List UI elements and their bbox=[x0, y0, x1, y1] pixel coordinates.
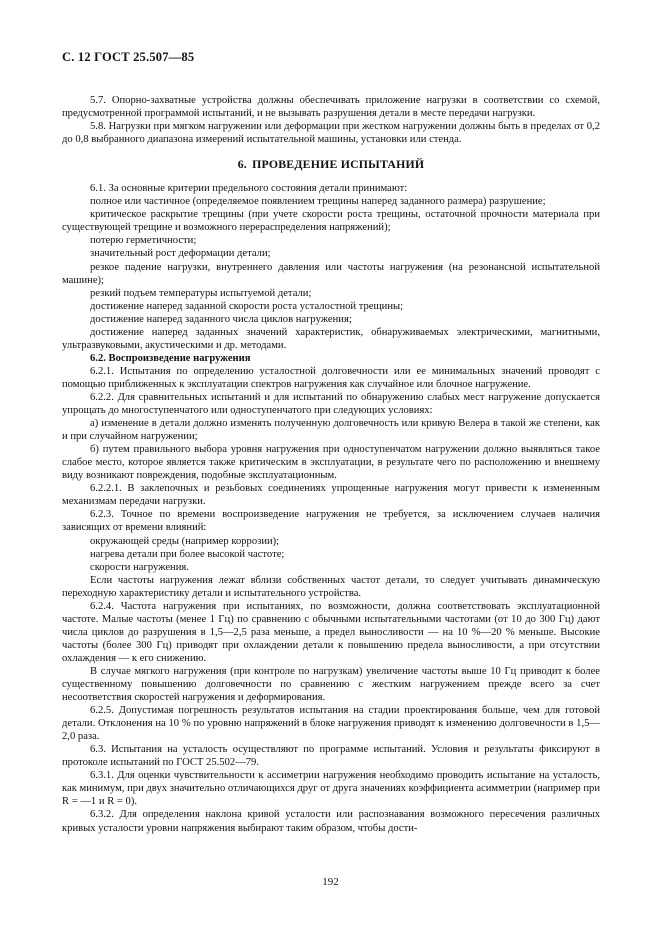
paragraph-6-3-1: 6.3.1. Для оценки чувствительности к ассиметрии нагружения необходимо проводить испытание на усталость, как минимум, при двух значительно отличающихся друг от друга значениях коэффициента асимметрии (например при R = —1 и R = 0). bbox=[62, 770, 600, 808]
section-title-text: ПРОВЕДЕНИЕ ИСПЫТАНИЙ bbox=[252, 157, 425, 172]
page-number: 192 bbox=[322, 876, 339, 888]
paragraph-6-2-2-1: 6.2.2.1. В заклепочных и резьбовых соединениях упрощенные нагружения могут привести к измененным механизмам передачи нагрузки. bbox=[62, 483, 600, 508]
condition-a: а) изменение в детали должно изменять полученную долговечность или кривую Велера в такой же степени, как и при случайном нагружении; bbox=[62, 418, 600, 443]
condition-b: б) путем правильного выбора уровня нагружения при одноступенчатом нагружении должно выявляться такое слабое место, которое является также критическим в эксплуатации, в результате чего по расположению и внешнему виду возникают повреждения, подобные эксплуатационным. bbox=[62, 444, 600, 482]
influence-item: окружающей среды (например коррозии); bbox=[90, 535, 280, 547]
criterion-item: достижение наперед заданных значений характеристик, обнаруживаемых электрическими, магнитными, ультразвуковыми, акустическими и др. методами. bbox=[62, 326, 600, 351]
section-number: 6. bbox=[237, 157, 247, 172]
paragraph-6-2-4: 6.2.4. Частота нагружения при испытаниях, по возможности, должна соответствовать эксплуатационной частоте. Малые частоты (менее 1 Гц) по сравнению с обычными испытательными частотами (от 10 до 300 Гц) дают числа циклов до разрушения в 1,5—2,5 раза меньше, а предел выносливости — на 10 %—20 % меньше. Высокие частоты (более 300 Гц) приводят при охлаждении детали к повышению предела выносливости, а при отсутствии охлаждения — к его снижению. bbox=[62, 600, 600, 664]
influence-item: нагрева детали при более высокой частоте; bbox=[90, 548, 285, 560]
section-heading bbox=[62, 158, 600, 171]
criterion-item: значительный рост деформации детали; bbox=[90, 248, 271, 260]
paragraph-6-2-1: 6.2.1. Испытания по определению усталостной долговечности или ее минимальных значений проводят с помощью приближенных к эксплуатации спектров нагружения как случайное или блочное нагружение. bbox=[62, 365, 600, 390]
paragraph-soft-loading: В случае мягкого нагружения (при контроле по нагрузкам) увеличение частоты выше 10 Гц приводит к более существенному повышению долговечности по сравнению с жестким нагружением прежде всего за счет несоответствия скоростей нагружения и деформирования. bbox=[62, 665, 600, 704]
paragraph-natural-frequencies: Если частоты нагружения лежат вблизи собственных частот детали, то следует учитывать динамическую переходную характеристику детали и испытательного устройства. bbox=[62, 574, 600, 599]
page-header: С. 12 ГОСТ 25.507—85 bbox=[62, 50, 195, 64]
paragraph-6-2-5: 6.2.5. Допустимая погрешность результатов испытания на стадии проектирования больше, чем для готовой детали. Отклонения на 10 % по уровню напряжений в блоке нагружения приводят к изменению долговечности в 1,5—2,0 раза. bbox=[62, 705, 600, 743]
criterion-item: резкое падение нагрузки, внутреннего давления или частоты нагружения (на резонансной испытательной машине); bbox=[62, 261, 600, 286]
criterion-item: потерю герметичности; bbox=[90, 235, 197, 247]
paragraph-6-2-3: 6.2.3. Точное по времени воспроизведение нагружения не требуется, за исключением случаев наличия зависящих от времени влияний: bbox=[62, 509, 600, 534]
paragraph-6-1: 6.1. За основные критерии предельного состояния детали принимают: bbox=[90, 183, 408, 195]
paragraph-5-7: 5.7. Опорно-захватные устройства должны обеспечивать приложение нагрузки в соответствии со схемой, предусмотренной программой испытаний, и не вызывать разрушения детали в месте передачи нагрузки. bbox=[62, 95, 600, 120]
document-body bbox=[62, 94, 600, 835]
influence-item: скорости нагружения. bbox=[90, 561, 189, 573]
paragraph-5-8: 5.8. Нагрузки при мягком нагружении или деформации при жестком нагружении должны быть в пределах от 0,2 до 0,8 выбранного диапазона измерений испытательной машины, установки или стенда. bbox=[62, 121, 600, 146]
criterion-item: достижение наперед заданного числа циклов нагружения; bbox=[90, 313, 352, 325]
criterion-item: достижение наперед заданной скорости роста усталостной трещины; bbox=[90, 300, 404, 312]
paragraph-6-3: 6.3. Испытания на усталость осуществляют по программе испытаний. Условия и результаты фиксируют в протоколе испытаний по ГОСТ 25.502—79. bbox=[62, 744, 600, 769]
criterion-item: полное или частичное (определяемое появлением трещины наперед заданного размера) разрушение; bbox=[90, 196, 546, 208]
paragraph-6-2-2: 6.2.2. Для сравнительных испытаний и для испытаний по обнаружению слабых мест нагружение допускается упрощать до многоступенчатого или одноступенчатого при следующих условиях: bbox=[62, 391, 600, 417]
criterion-item: резкий подъем температуры испытуемой детали; bbox=[90, 287, 312, 299]
criterion-item: критическое раскрытие трещины (при учете скорости роста трещины, остаточной прочности материала при существующей трещине и возможного перераспределения напряжений); bbox=[62, 209, 600, 234]
subsection-heading-6-2: 6.2. Воспроизведение нагружения bbox=[90, 352, 251, 364]
paragraph-6-3-2: 6.3.2. Для определения наклона кривой усталости или распознавания возможного пересечения различных кривых усталости уровни напряжения выбирают таким образом, чтобы дости- bbox=[62, 809, 600, 834]
